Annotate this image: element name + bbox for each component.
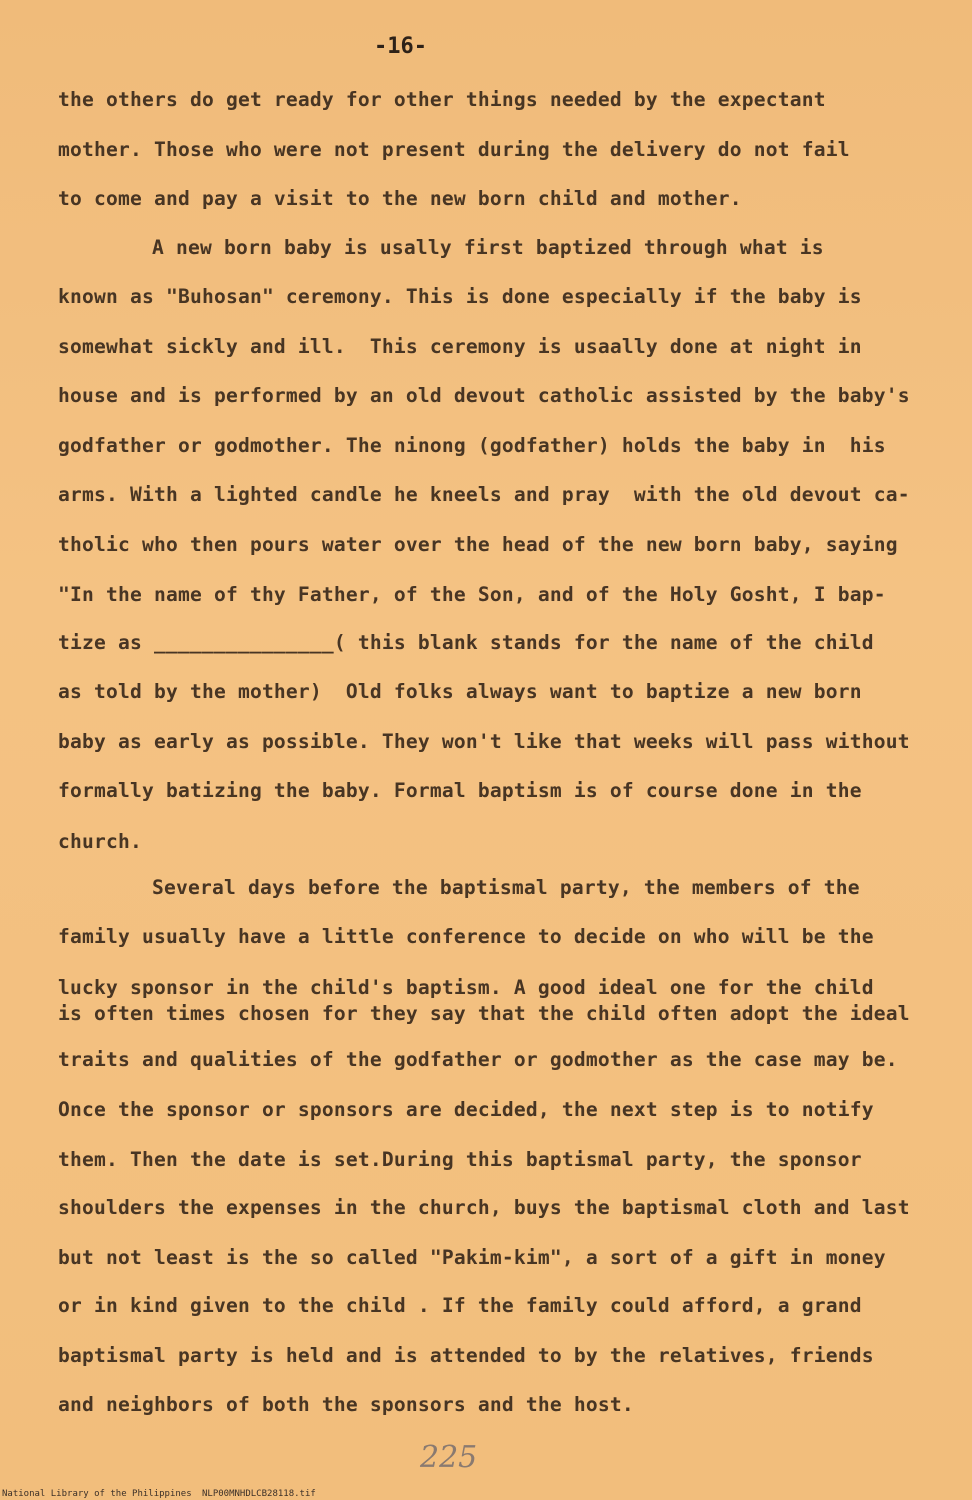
text-line: is often times chosen for they say that the child often adopt the ideal (58, 1002, 910, 1025)
text-line: Once the sponsor or sponsors are decided, the next step is to notify (58, 1098, 874, 1121)
handwritten-folio-number: 225 (420, 1440, 478, 1475)
library-credit: National Library of the Philippines (2, 1489, 192, 1499)
text-line: arms. With a lighted candle he kneels and pray with the old devout ca- (58, 483, 910, 506)
text-line: but not least is the so called "Pakim-kim", a sort of a gift in money (58, 1246, 886, 1269)
text-line: shoulders the expenses in the church, buys the baptismal cloth and last (58, 1196, 910, 1219)
text-line: formally batizing the baby. Formal baptism is of course done in the (58, 779, 862, 802)
text-line: house and is performed by an old devout catholic assisted by the baby's (58, 384, 910, 407)
text-line: somewhat sickly and ill. This ceremony is usaally done at night in (58, 335, 862, 358)
text-line: church. (58, 830, 142, 853)
text-line: as told by the mother) Old folks always want to baptize a new born (58, 680, 862, 703)
scan-footer (0, 1459, 972, 1499)
text-line: mother. Those who were not present during the delivery do not fail (58, 138, 850, 161)
text-line: or in kind given to the child . If the family could afford, a grand (58, 1294, 862, 1317)
text-line: and neighbors of both the sponsors and the host. (58, 1393, 634, 1416)
text-line: family usually have a little conference to decide on who will be the (58, 925, 874, 948)
paragraph-start-line: Several days before the baptismal party, the members of the (152, 876, 860, 899)
text-line: "In the name of thy Father, of the Son, and of the Holy Gosht, I bap- (58, 583, 886, 606)
text-line: baptismal party is held and is attended to by the relatives, friends (58, 1344, 874, 1367)
text-line: baby as early as possible. They won't like that weeks will pass without (58, 730, 910, 753)
text-line: known as "Buhosan" ceremony. This is done especially if the baby is (58, 285, 862, 308)
text-line: lucky sponsor in the child's baptism. A good ideal one for the child (58, 976, 874, 999)
page-number: -16- (374, 34, 427, 59)
text-line: godfather or godmother. The ninong (godfather) holds the baby in his (58, 434, 886, 457)
text-line: them. Then the date is set.During this baptismal party, the sponsor (58, 1148, 862, 1171)
text-line: tholic who then pours water over the head of the new born baby, saying (58, 533, 898, 556)
paragraph-start-line: A new born baby is usally first baptized through what is (152, 236, 824, 259)
text-line: tize as _______________( this blank stands for the name of the child (58, 631, 874, 654)
text-line: the others do get ready for other things needed by the expectant (58, 88, 826, 111)
text-line: to come and pay a visit to the new born child and mother. (58, 187, 742, 210)
file-name: NLP00MNHDLCB28118.tif (202, 1489, 316, 1499)
text-line: traits and qualities of the godfather or godmother as the case may be. (58, 1048, 898, 1071)
